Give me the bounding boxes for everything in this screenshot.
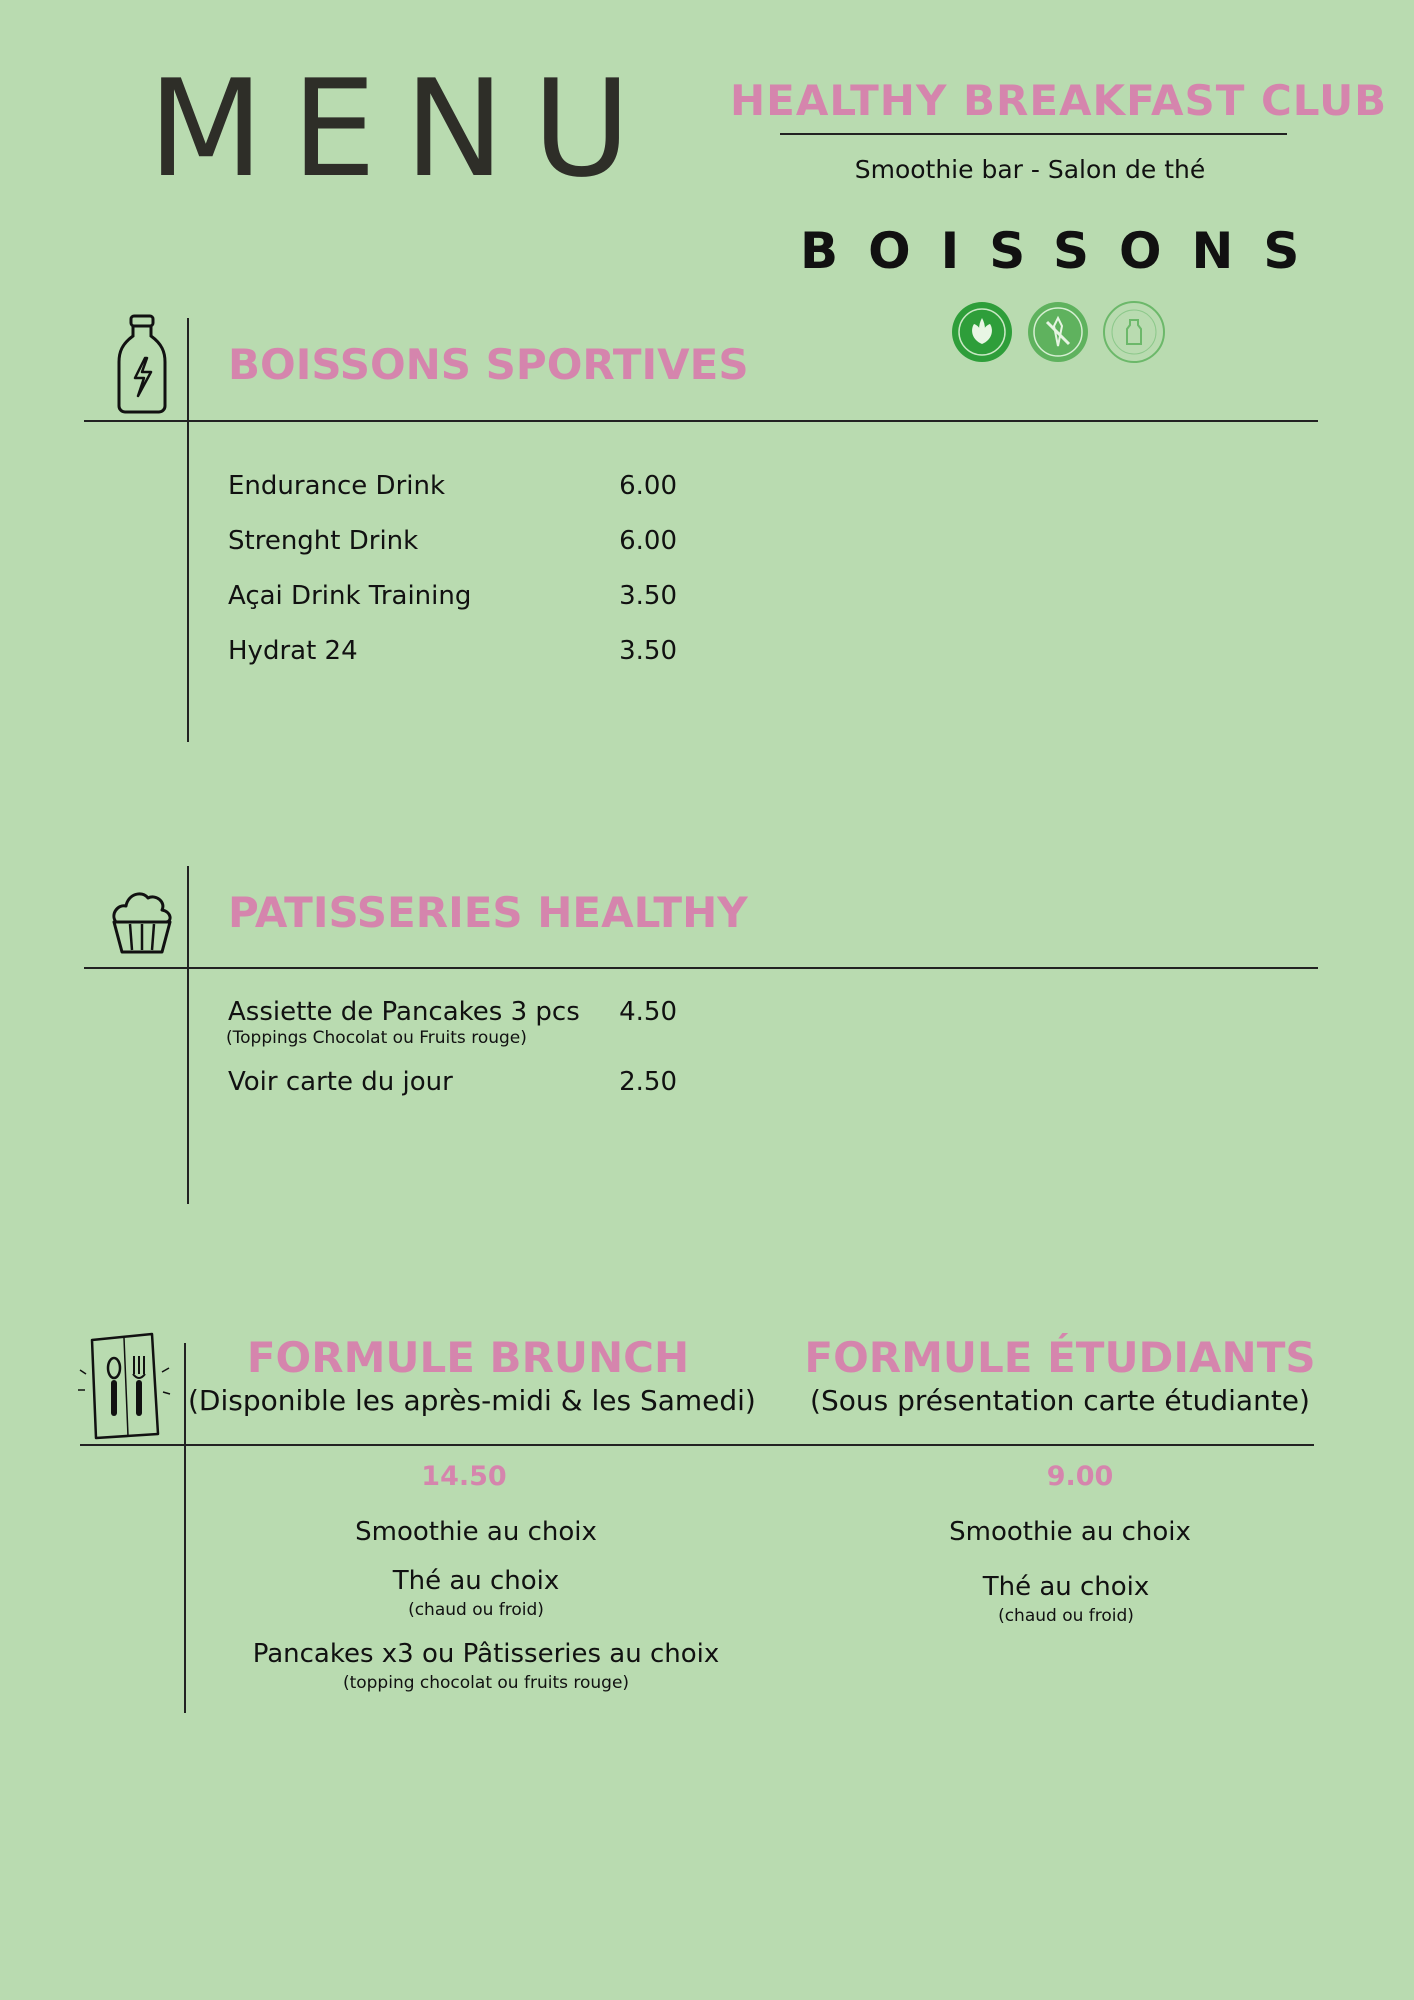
formule-item-note: (chaud ou froid): [408, 1600, 544, 1620]
formule-etudiants-title: FORMULE ÉTUDIANTS: [804, 1333, 1316, 1382]
section-divider-vertical: [187, 866, 189, 1204]
menu-item-name: Voir carte du jour: [228, 1067, 453, 1097]
bottle-icon: [114, 312, 170, 416]
menu-item-name: Hydrat 24: [228, 636, 358, 666]
club-name: HEALTHY BREAKFAST CLUB: [730, 76, 1388, 125]
menu-item-name: Assiette de Pancakes 3 pcs: [228, 997, 580, 1027]
vegetarian-badge-icon: [952, 302, 1012, 362]
menu-item-price: 3.50: [619, 636, 677, 666]
menu-item-name: Strenght Drink: [228, 526, 419, 556]
gluten-free-badge-icon: [1028, 302, 1088, 362]
section-divider-vertical: [184, 1343, 186, 1713]
formule-item-note: (chaud ou froid): [998, 1606, 1134, 1626]
formule-brunch-price: 14.50: [421, 1461, 507, 1492]
menu-item-price: 2.50: [619, 1067, 677, 1097]
formule-etudiants-price: 9.00: [1046, 1461, 1114, 1492]
section-divider: [84, 967, 1318, 969]
club-divider: [780, 133, 1287, 135]
category-title: BOISSONS: [800, 222, 1330, 280]
section-title-patisseries: PATISSERIES HEALTHY: [228, 888, 748, 937]
cupcake-icon: [108, 888, 176, 954]
section-divider: [80, 1444, 1314, 1446]
formule-item-name: Thé au choix: [392, 1566, 560, 1596]
menu-item-note: (Toppings Chocolat ou Fruits rouge): [226, 1028, 527, 1048]
lactose-free-badge-icon: [1104, 302, 1164, 362]
menu-item-price: 6.00: [619, 526, 677, 556]
formule-item-note: (topping chocolat ou fruits rouge): [342, 1673, 630, 1693]
menu-item-price: 3.50: [619, 581, 677, 611]
formule-brunch-subtitle: (Disponible les après-midi & les Samedi): [188, 1384, 756, 1417]
section-divider: [84, 420, 1318, 422]
formule-item-name: Thé au choix: [982, 1572, 1150, 1602]
formule-item-name: Pancakes x3 ou Pâtisseries au choix: [252, 1639, 720, 1669]
formule-item-name: Smoothie au choix: [949, 1517, 1191, 1547]
diet-badges: [950, 300, 1170, 364]
menu-item-price: 4.50: [619, 997, 677, 1027]
formule-item-name: Smoothie au choix: [355, 1517, 597, 1547]
formule-brunch-title: FORMULE BRUNCH: [246, 1333, 690, 1382]
menu-item-name: Endurance Drink: [228, 471, 446, 501]
club-subtitle: Smoothie bar - Salon de thé: [854, 155, 1206, 184]
menu-card-cutlery-icon: [76, 1330, 172, 1440]
formule-etudiants-subtitle: (Sous présentation carte étudiante): [810, 1384, 1310, 1417]
menu-item-name: Açai Drink Training: [228, 581, 472, 611]
section-divider-vertical: [187, 318, 189, 742]
section-title-sportives: BOISSONS SPORTIVES: [228, 340, 749, 389]
menu-item-price: 6.00: [619, 471, 677, 501]
menu-title: MENU: [148, 51, 659, 207]
